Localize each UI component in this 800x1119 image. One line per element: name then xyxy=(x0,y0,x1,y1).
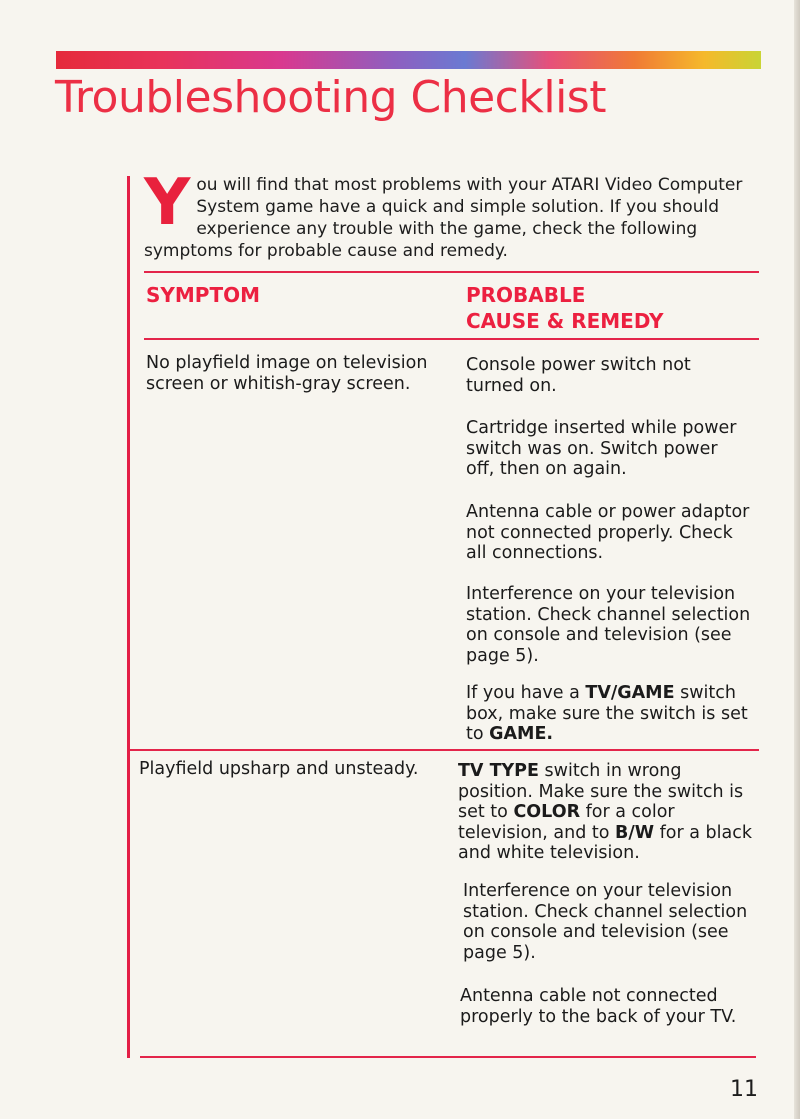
header-bottom-rule xyxy=(144,338,759,340)
table-row-1-remedy-1: Console power switch not turned on. xyxy=(466,355,691,396)
remedy-text: If you have a xyxy=(466,683,586,703)
remedy-text: switch in wrong position. Make sure the switch is set to xyxy=(458,761,744,822)
table-row-2-remedy-1 xyxy=(458,761,753,864)
intro-text: ou will find that most problems with your ATARI Video Computer System game have a quick and simple solution. If you should experience any trouble with the game, check the following symptoms for probable cause and remedy. xyxy=(144,175,743,261)
row-separator-rule xyxy=(130,749,759,751)
remedy-bold-term: COLOR xyxy=(513,802,581,822)
left-vertical-rule xyxy=(127,176,130,1058)
remedy-header-line2: CAUSE & REMEDY xyxy=(466,309,664,333)
page-number: 11 xyxy=(730,1077,758,1102)
table-row-1-remedy-2: Cartridge inserted while power switch was on. Switch power off, then on again. xyxy=(466,418,737,479)
remedy-bold-term: TV/GAME xyxy=(585,683,675,703)
page-title: Troubleshooting Checklist xyxy=(55,72,606,123)
remedy-text: for a black and white television. xyxy=(458,822,752,863)
symptom-header: SYMPTOM xyxy=(146,283,260,307)
table-row-1-remedy-3: Antenna cable or power adaptor not connected properly. Check all connections. xyxy=(466,502,750,563)
rainbow-header-bar xyxy=(56,51,761,69)
page-edge xyxy=(794,0,800,1119)
table-row-2-remedy-2: Interference on your television station. Check channel selection on console and television (see page 5). xyxy=(463,881,748,963)
remedy-header-line1: PROBABLE xyxy=(466,283,586,307)
table-row-1-remedy-5 xyxy=(466,683,756,745)
table-row-1-remedy-4: Interference on your television station. Check channel selection on console and television (see page 5). xyxy=(466,584,751,666)
drop-cap: Y xyxy=(144,166,191,240)
remedy-bold-term: B/W xyxy=(615,822,655,843)
intro-paragraph xyxy=(144,166,756,262)
remedy-bold-term: TV TYPE xyxy=(458,761,539,781)
remedy-bold-term: GAME. xyxy=(489,724,554,744)
table-row-2-remedy-3: Antenna cable not connected properly to the back of your TV. xyxy=(460,986,737,1027)
table-bottom-rule xyxy=(140,1056,756,1058)
remedy-text: for a color television, and to xyxy=(458,802,675,843)
table-top-rule xyxy=(144,271,759,273)
table-row-1-symptom: No playfield image on television screen or whitish-gray screen. xyxy=(146,353,428,394)
remedy-text: switch box, make sure the switch is set to xyxy=(466,683,748,744)
table-row-2-symptom: Playfield upsharp and unsteady. xyxy=(139,759,419,779)
